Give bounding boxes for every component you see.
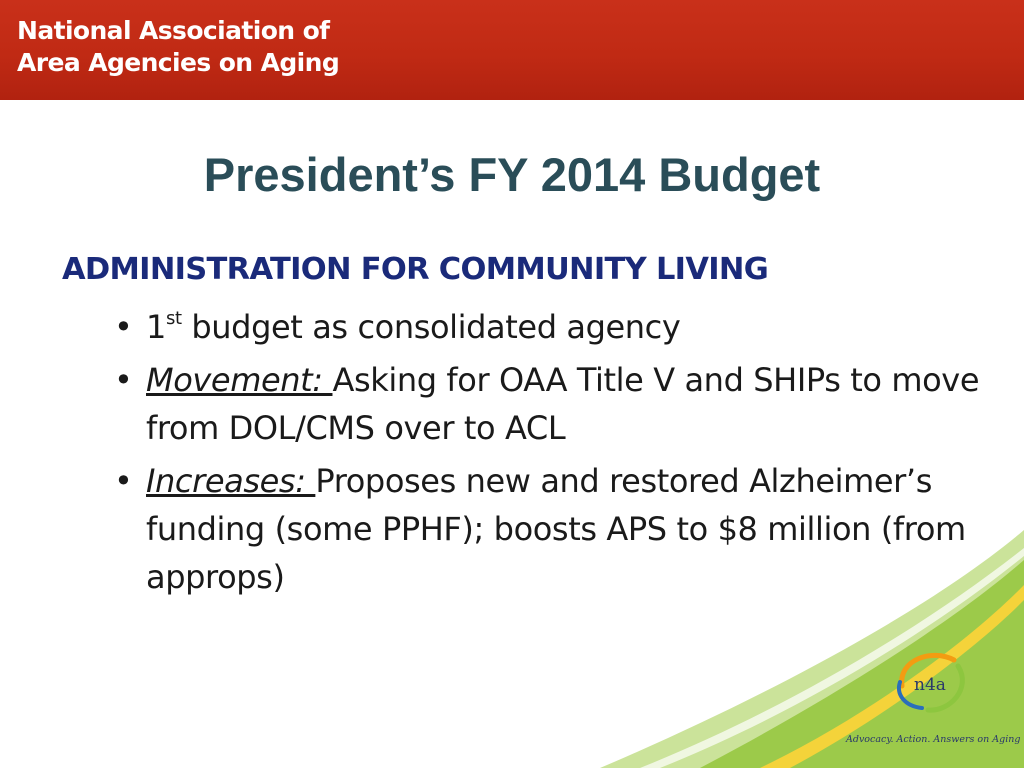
org-name-line2: Area Agencies on Aging bbox=[17, 48, 340, 77]
org-name-line1: National Association of bbox=[17, 16, 330, 45]
bullet-list bbox=[112, 303, 992, 606]
bullet-text: budget as consolidated agency bbox=[181, 308, 681, 346]
bullet-dot-icon: • bbox=[114, 308, 133, 346]
bullet-prefix: 1 bbox=[146, 308, 166, 346]
bullet-dot-icon: • bbox=[114, 462, 133, 500]
logo-text: n4a bbox=[914, 675, 946, 695]
bullet-superscript: st bbox=[165, 308, 182, 329]
slide-title: President’s FY 2014 Budget bbox=[203, 148, 821, 201]
n4a-logo-icon bbox=[888, 646, 972, 724]
bullet-text: Proposes new and restored Alzheimer’s funding (some PPHF); boosts APS to $8 million (from approps) bbox=[146, 462, 966, 596]
tagline: Advocacy. Action. Answers on Aging bbox=[846, 734, 1021, 745]
bullet-lead: Increases: bbox=[146, 462, 316, 500]
bullet-lead: Movement: bbox=[146, 361, 333, 399]
section-heading: ADMINISTRATION FOR COMMUNITY LIVING bbox=[62, 252, 769, 287]
list-item bbox=[112, 303, 992, 351]
list-item bbox=[112, 457, 992, 601]
list-item bbox=[112, 356, 992, 452]
bullet-dot-icon: • bbox=[114, 361, 133, 399]
bullet-text: Asking for OAA Title V and SHIPs to move from DOL/CMS over to ACL bbox=[146, 361, 980, 447]
